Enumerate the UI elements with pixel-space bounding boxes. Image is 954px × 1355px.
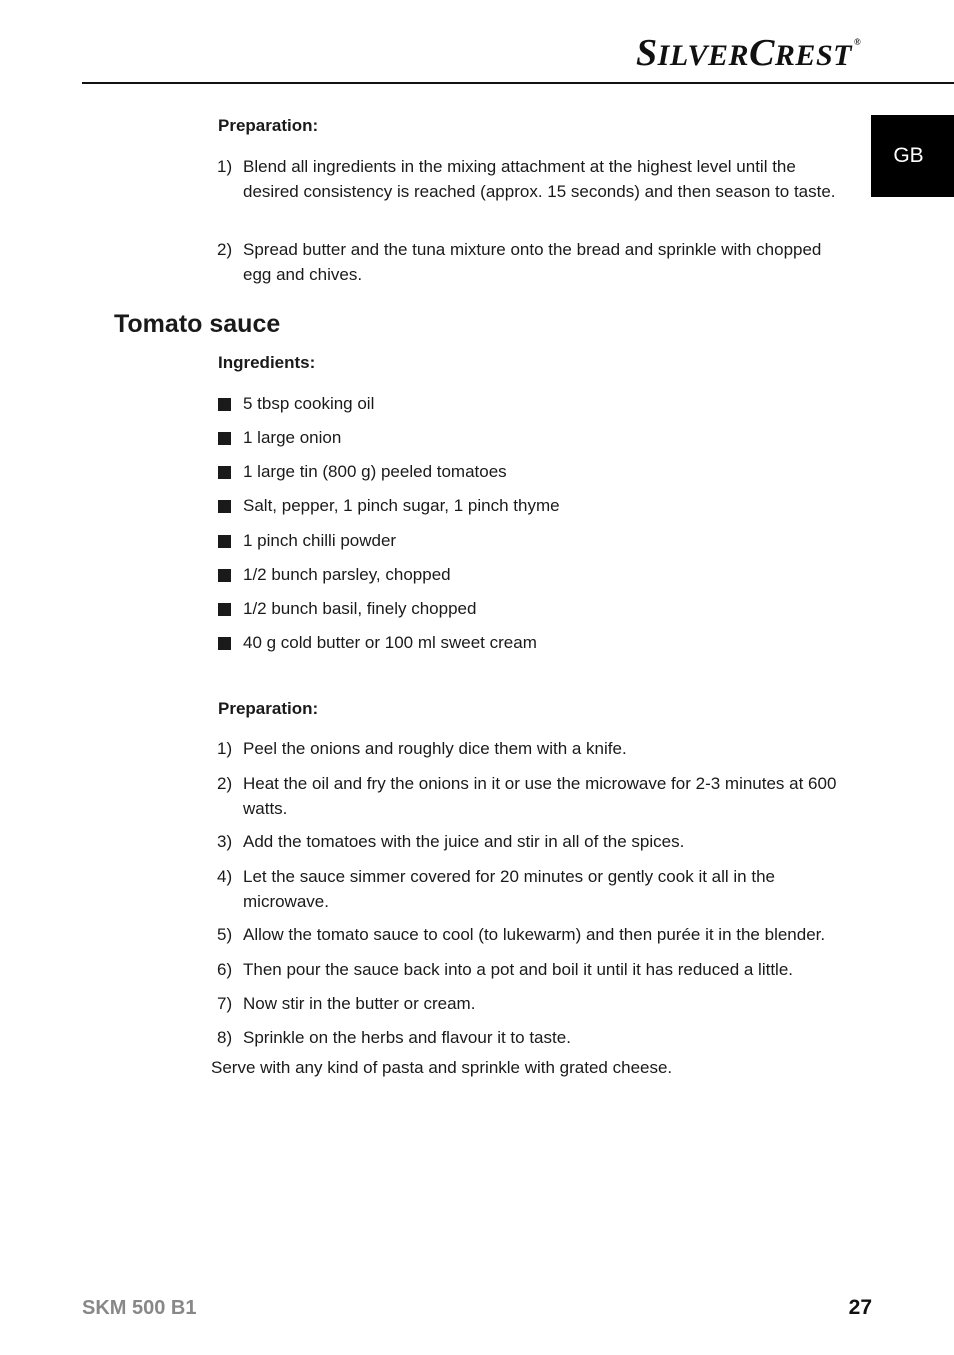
step-text: Heat the oil and fry the onions in it or use the microwave for 2-3 minutes at 600 watts. — [243, 774, 837, 818]
bullet-square-icon — [218, 432, 231, 445]
step-number: 6) — [217, 960, 233, 979]
ingredient-item: 5 tbsp cooking oil — [218, 392, 374, 416]
bullet-square-icon — [218, 500, 231, 513]
ingredient-item: 1/2 bunch parsley, chopped — [218, 563, 451, 587]
step-text: Peel the onions and roughly dice them with a knife. — [243, 739, 627, 758]
step-text: Blend all ingredients in the mixing attachment at the highest level until the desired consistency is reached (approx. 15 seconds) and then season to taste. — [243, 157, 836, 201]
preparation-step — [217, 958, 842, 983]
step-number: 5) — [217, 925, 233, 944]
step-number: 1) — [217, 739, 233, 758]
model-number: SKM 500 B1 — [82, 1297, 197, 1319]
step-number: 4) — [217, 867, 233, 886]
ingredient-item: 1 large onion — [218, 426, 341, 450]
ingredient-item: Salt, pepper, 1 pinch sugar, 1 pinch thyme — [218, 494, 560, 518]
preparation-step — [217, 772, 842, 821]
step-text: Let the sauce simmer covered for 20 minutes or gently cook it all in the microwave. — [243, 867, 775, 911]
bullet-square-icon — [218, 535, 231, 548]
step-number: 3) — [217, 832, 233, 851]
preparation-step — [217, 238, 842, 287]
preparation-heading: Preparation: — [218, 116, 319, 135]
bullet-square-icon — [218, 637, 231, 650]
bullet-square-icon — [218, 398, 231, 411]
step-text: Sprinkle on the herbs and flavour it to taste. — [243, 1028, 571, 1047]
step-text: Add the tomatoes with the juice and stir in all of the spices. — [243, 832, 685, 851]
section-title: Tomato sauce — [114, 310, 281, 338]
step-number: 1) — [217, 157, 233, 176]
step-number: 7) — [217, 994, 233, 1013]
language-tab — [871, 115, 954, 197]
preparation-step — [217, 830, 842, 855]
step-text: Allow the tomato sauce to cool (to lukewarm) and then purée it in the blender. — [243, 925, 826, 944]
ingredient-item: 40 g cold butter or 100 ml sweet cream — [218, 631, 537, 655]
ingredient-item: 1/2 bunch basil, finely chopped — [218, 597, 476, 621]
preparation-step — [217, 992, 842, 1017]
ingredients-heading: Ingredients: — [218, 353, 316, 372]
step-number: 8) — [217, 1028, 233, 1047]
step-text: Then pour the sauce back into a pot and boil it until it has reduced a little. — [243, 960, 794, 979]
preparation-step — [217, 1026, 842, 1051]
header-divider — [82, 82, 954, 84]
silvercrest-logo: SILVERCREST ® — [636, 32, 862, 74]
bullet-square-icon — [218, 466, 231, 479]
bullet-square-icon — [218, 603, 231, 616]
language-label: GB — [893, 144, 924, 167]
preparation-step — [217, 923, 857, 948]
bullet-square-icon — [218, 569, 231, 582]
preparation-step — [217, 155, 842, 204]
ingredient-item: 1 large tin (800 g) peeled tomatoes — [218, 460, 507, 484]
step-number: 2) — [217, 240, 233, 259]
serving-note: Serve with any kind of pasta and sprinkle with grated cheese. — [211, 1058, 673, 1077]
step-number: 2) — [217, 774, 233, 793]
ingredient-item: 1 pinch chilli powder — [218, 529, 396, 553]
step-text: Spread butter and the tuna mixture onto the bread and sprinkle with chopped egg and chives. — [243, 240, 822, 284]
preparation-step — [217, 865, 842, 914]
page-number: 27 — [848, 1296, 872, 1319]
preparation-step — [217, 737, 842, 762]
step-text: Now stir in the butter or cream. — [243, 994, 476, 1013]
preparation-heading: Preparation: — [218, 699, 319, 718]
